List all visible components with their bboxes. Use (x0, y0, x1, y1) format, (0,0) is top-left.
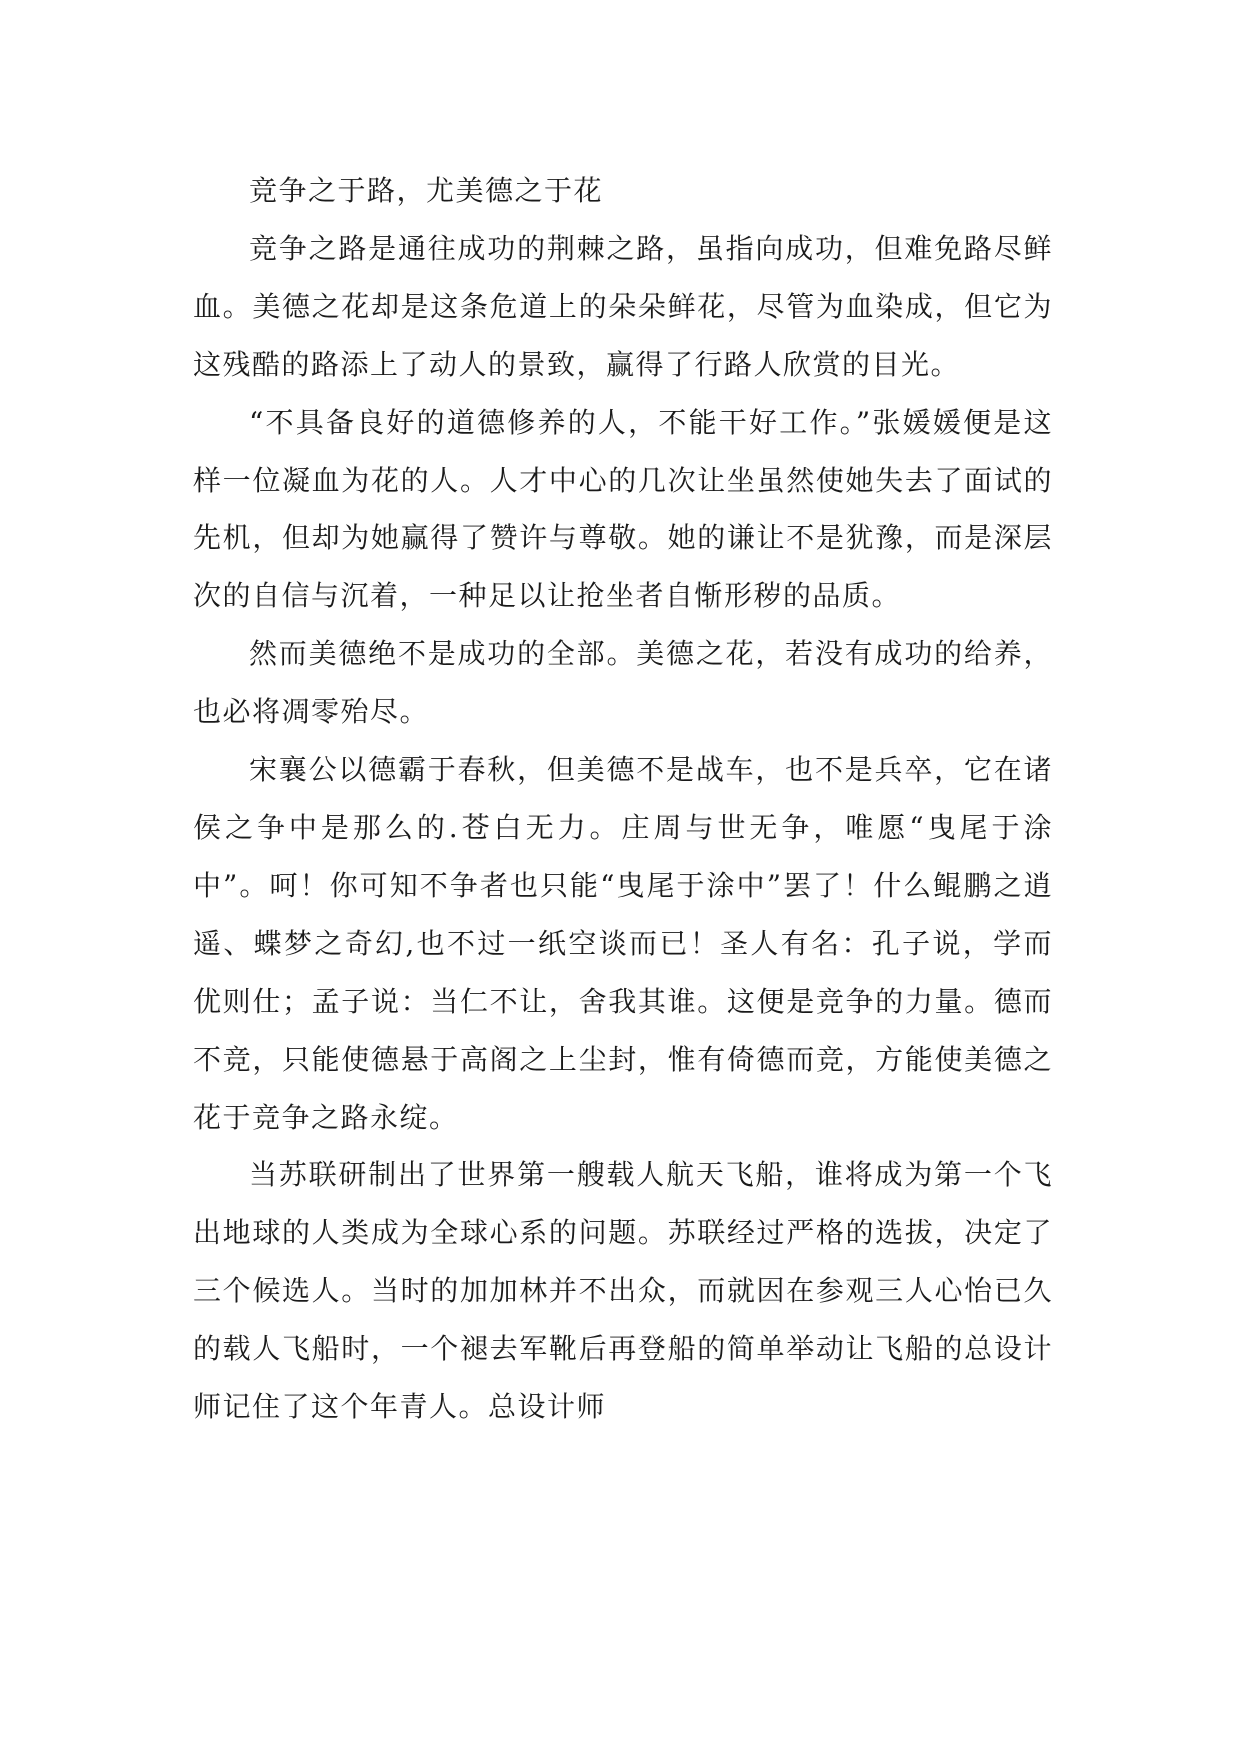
paragraph-4: 宋襄公以德霸于春秋，但美德不是战车，也不是兵卒，它在诸侯之争中是那么的.苍白无力。庄周与世无争，唯愿“曳尾于涂中”。呵！你可知不争者也只能“曳尾于涂中”罢了！什么鲲鹏之逍遥、蝶梦之奇幻,也不过一纸空谈而已！圣人有名：孔子说，学而优则仕；孟子说：当仁不让，舍我其谁。这便是竞争的力量。德而不竞，只能使德悬于高阁之上尘封，惟有倚德而竞，方能使美德之花于竞争之路永绽。 (193, 753, 1053, 1134)
paragraph-2: “不具备良好的道德修养的人，不能干好工作。”张媛媛便是这样一位凝血为花的人。人才中心的几次让坐虽然使她失去了面试的先机，但却为她赢得了赞许与尊敬。她的谦让不是犹豫，而是深层次的自信与沉着，一种足以让抢坐者自惭形秽的品质。 (193, 405, 1053, 613)
paragraph-3: 然而美德绝不是成功的全部。美德之花，若没有成功的给养，也必将凋零殆尽。 (193, 637, 1053, 729)
essay-title: 竞争之于路，尤美德之于花 (249, 174, 604, 207)
paragraph-5: 当苏联研制出了世界第一艘载人航天飞船，谁将成为第一个飞出地球的人类成为全球心系的问题。苏联经过严格的选拔，决定了三个候选人。当时的加加林并不出众，而就因在参观三人心怡已久的载人飞船时，一个褪去军靴后再登船的简单举动让飞船的总设计师记住了这个年青人。总设计师 (193, 1158, 1053, 1424)
document-body (193, 162, 1053, 1436)
paragraph-1: 竞争之路是通往成功的荆棘之路，虽指向成功，但难免路尽鲜血。美德之花却是这条危道上的朵朵鲜花，尽管为血染成，但它为这残酷的路添上了动人的景致，赢得了行路人欣赏的目光。 (193, 231, 1053, 381)
